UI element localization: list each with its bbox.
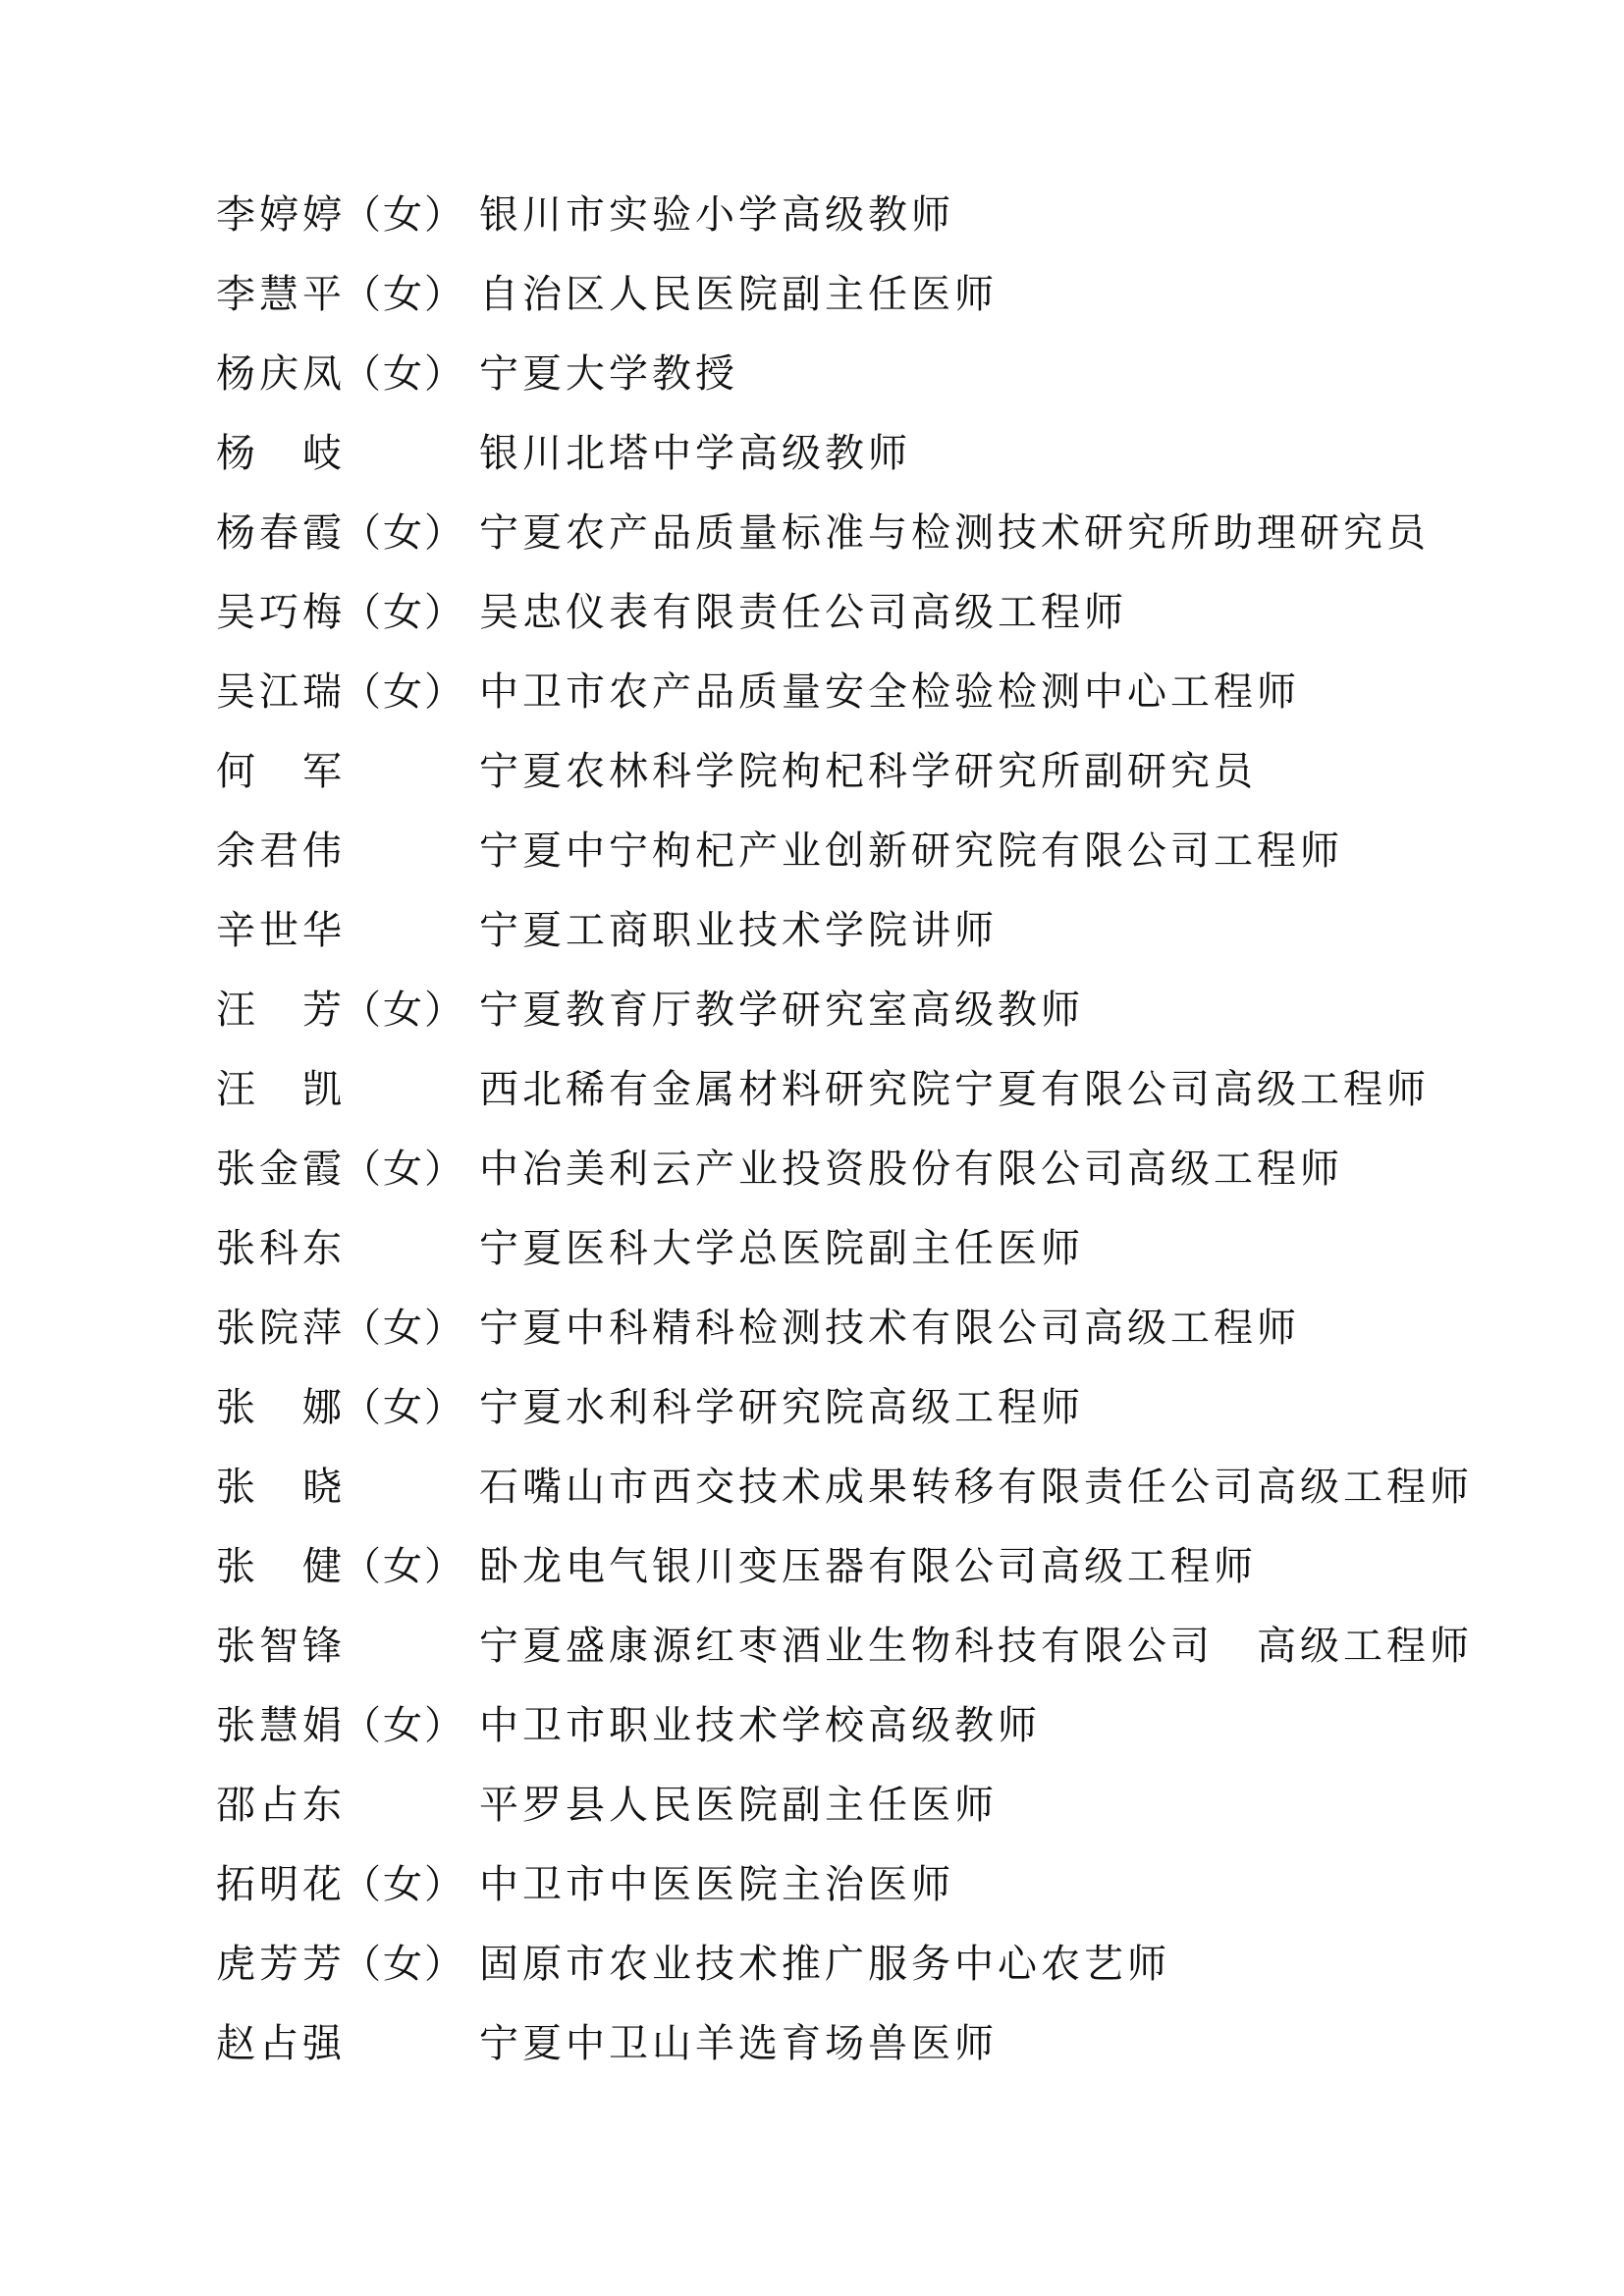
list-item (216, 331, 1551, 410)
honoree-list (216, 172, 1551, 2080)
person-name: 李慧平 (216, 272, 346, 317)
affiliation-title: 宁夏大学教授 (479, 351, 738, 397)
person-name: 拓明花 (216, 1862, 346, 1907)
gender-note: （女） (342, 1862, 465, 1907)
affiliation-title: 宁夏中卫山羊选育场兽医师 (479, 2021, 998, 2066)
affiliation-title: 自治区人民医院副主任医师 (479, 272, 998, 317)
affiliation-title: 宁夏教育厅教学研究室高级教师 (479, 988, 1084, 1033)
person-name: 汪 芳 (216, 988, 346, 1033)
affiliation-title: 宁夏医科大学总医院副主任医师 (479, 1226, 1084, 1271)
list-item (216, 1285, 1551, 1364)
affiliation-title: 平罗县人民医院副主任医师 (479, 1783, 998, 1828)
list-item (216, 490, 1551, 569)
gender-note: （女） (342, 1385, 465, 1430)
list-item (216, 1921, 1551, 2001)
person-name: 辛世华 (216, 908, 346, 953)
affiliation-title: 宁夏农林科学院枸杞科学研究所副研究员 (479, 749, 1257, 794)
affiliation-title: 中卫市中医医院主治医师 (479, 1862, 954, 1907)
list-item (216, 172, 1551, 251)
list-item (216, 808, 1551, 887)
affiliation-title: 石嘴山市西交技术成果转移有限责任公司高级工程师 (479, 1465, 1473, 1510)
person-name: 杨庆凤 (216, 351, 346, 397)
list-item (216, 1682, 1551, 1762)
affiliation-title: 银川北塔中学高级教师 (479, 431, 911, 476)
person-name: 吴巧梅 (216, 590, 346, 635)
list-item (216, 569, 1551, 649)
list-item (216, 251, 1551, 331)
person-name: 张 健 (216, 1544, 346, 1589)
gender-note: （女） (342, 1306, 465, 1351)
affiliation-title: 宁夏工商职业技术学院讲师 (479, 908, 998, 953)
person-name: 邵占东 (216, 1783, 346, 1828)
list-item (216, 1205, 1551, 1285)
person-name: 虎芳芳 (216, 1942, 346, 1987)
list-item (216, 1762, 1551, 1842)
affiliation-title: 中卫市职业技术学校高级教师 (479, 1703, 1041, 1748)
affiliation-title: 宁夏水利科学研究院高级工程师 (479, 1385, 1084, 1430)
person-name: 吴江瑞 (216, 669, 346, 715)
list-item (216, 410, 1551, 490)
person-name: 张金霞 (216, 1147, 346, 1192)
person-name: 赵占强 (216, 2021, 346, 2066)
gender-note: （女） (342, 351, 465, 397)
affiliation-title: 吴忠仪表有限责任公司高级工程师 (479, 590, 1127, 635)
list-item (216, 1523, 1551, 1603)
person-name: 余君伟 (216, 828, 346, 874)
person-name: 张院萍 (216, 1306, 346, 1351)
gender-note: （女） (342, 510, 465, 556)
person-name: 杨春霞 (216, 510, 346, 556)
affiliation-title: 银川市实验小学高级教师 (479, 192, 954, 238)
person-name: 张 晓 (216, 1465, 346, 1510)
list-item (216, 2001, 1551, 2080)
list-item (216, 1364, 1551, 1444)
gender-note: （女） (342, 988, 465, 1033)
affiliation-title: 宁夏农产品质量标准与检测技术研究所助理研究员 (479, 510, 1430, 556)
list-item (216, 728, 1551, 808)
person-name: 杨 岐 (216, 431, 346, 476)
list-item (216, 649, 1551, 728)
person-name: 何 军 (216, 749, 346, 794)
person-name: 李婷婷 (216, 192, 346, 238)
person-name: 张智锋 (216, 1624, 346, 1669)
affiliation-title: 宁夏中科精科检测技术有限公司高级工程师 (479, 1306, 1300, 1351)
list-item (216, 1046, 1551, 1126)
affiliation-title: 中卫市农产品质量安全检验检测中心工程师 (479, 669, 1300, 715)
gender-note: （女） (342, 1703, 465, 1748)
list-item (216, 887, 1551, 967)
affiliation-title: 宁夏盛康源红枣酒业生物科技有限公司 高级工程师 (479, 1624, 1473, 1669)
gender-note: （女） (342, 1544, 465, 1589)
person-name: 汪 凯 (216, 1067, 346, 1112)
list-item (216, 967, 1551, 1046)
affiliation-title: 宁夏中宁枸杞产业创新研究院有限公司工程师 (479, 828, 1343, 874)
affiliation-title: 卧龙电气银川变压器有限公司高级工程师 (479, 1544, 1257, 1589)
affiliation-title: 西北稀有金属材料研究院宁夏有限公司高级工程师 (479, 1067, 1430, 1112)
gender-note: （女） (342, 590, 465, 635)
gender-note: （女） (342, 272, 465, 317)
person-name: 张 娜 (216, 1385, 346, 1430)
list-item (216, 1842, 1551, 1921)
gender-note: （女） (342, 669, 465, 715)
list-item (216, 1126, 1551, 1205)
gender-note: （女） (342, 1942, 465, 1987)
person-name: 张慧娟 (216, 1703, 346, 1748)
list-item (216, 1444, 1551, 1523)
affiliation-title: 固原市农业技术推广服务中心农艺师 (479, 1942, 1170, 1987)
person-name: 张科东 (216, 1226, 346, 1271)
gender-note: （女） (342, 192, 465, 238)
gender-note: （女） (342, 1147, 465, 1192)
list-item (216, 1603, 1551, 1682)
affiliation-title: 中冶美利云产业投资股份有限公司高级工程师 (479, 1147, 1343, 1192)
